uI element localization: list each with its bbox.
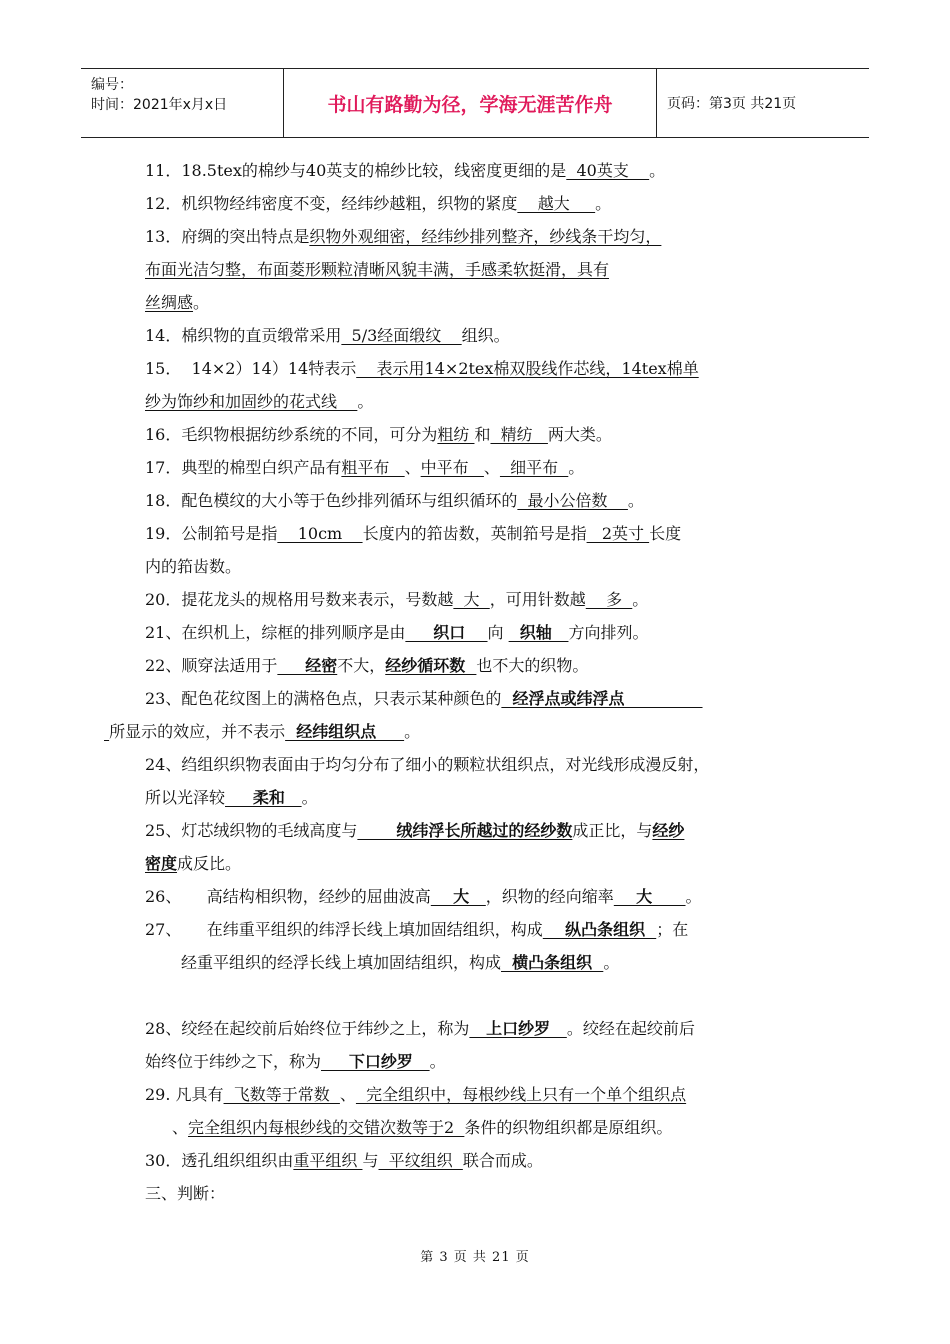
text-line [145,359,699,379]
answer-blank: 越大 [517,194,596,213]
document-time-label: 时间：2021年x月x日 [91,97,228,113]
answer-blank: 表示用14×2tex棉双股线作芯线，14tex棉单 [356,359,699,378]
text-line [145,557,241,577]
answer-blank: 横凸条组织 [501,953,604,972]
text-line [145,1052,446,1072]
text-segment: 两大类。 [547,425,612,444]
answer-blank: 上口纱罗 [469,1019,567,1038]
text-segment: 。 [568,458,585,477]
answer-blank: 下口纱罗 [321,1052,430,1071]
text-segment: 联合而成。 [462,1151,543,1170]
text-line [145,524,681,544]
text-segment: 30．透孔组织组织由 [145,1151,294,1170]
text-segment: 条件的织物组织都是原组织。 [464,1118,673,1137]
text-line [145,623,648,643]
answer-blank: 细平布 [499,458,569,477]
answer-blank: 重平组织 [293,1151,363,1170]
text-segment: 。 [429,1052,446,1071]
answer-blank: 飞数等于常数 [223,1085,340,1104]
text-segment: 15． 14×2）14）14特表示 [145,359,357,378]
answer-blank: 经纬组织点 [285,722,405,741]
text-segment: 。 [193,293,210,312]
answer-blank: 粗纺 [437,425,475,444]
text-segment: 。 [632,590,649,609]
text-segment: 、 [172,1118,189,1137]
answer-blank: 织轴 [508,623,569,642]
text-segment: 17．典型的棉型白织产品有 [145,458,342,477]
answer-blank: 平纹组织 [378,1151,463,1170]
answer-blank: 40英支 [566,161,650,180]
text-segment: 、 [404,458,421,477]
text-segment: 也不大的织物。 [476,656,589,675]
text-line [145,590,648,610]
answer-blank: 纵凸条组织 [542,920,657,939]
text-segment: 。 [301,788,318,807]
text-segment: 。 [404,722,421,741]
answer-blank: 丝绸感 [145,293,194,312]
answer-blank: 10cm [277,524,363,543]
answer-blank: 绒纬浮长所越过的经纱数 [357,821,573,840]
text-segment: 12．机织物经纬密度不变，经纬纱越粗，织物的紧度 [145,194,518,213]
text-segment: 。 [685,887,702,906]
text-segment: 16．毛织物根据纺纱系统的不同，可分为 [145,425,438,444]
text-line [145,1184,225,1204]
text-segment: 27、 在纬重平组织的纬浮长线上填加固结组织，构成 [145,920,543,939]
text-segment: 24、绉组织织物表面由于均匀分布了细小的颗粒状组织点，对光线形成漫反射， [145,755,710,774]
text-line [145,161,665,181]
answer-blank: 2英寸 [586,524,650,543]
text-segment: 13．府绸的突出特点是 [145,227,310,246]
text-line [145,425,612,445]
text-segment: 。 [603,953,620,972]
text-segment: 19．公制筘号是指 [145,524,278,543]
page-footer: 第 3 页 共 21 页 [420,1250,530,1265]
answer-blank: 密度 [145,854,178,873]
text-segment: 。 [649,161,666,180]
text-segment: 所显示的效应，并不表示 [109,722,286,741]
text-line [104,722,420,742]
header-left-cell [81,69,283,137]
answer-blank: 经密 [277,656,338,675]
text-segment: 28、绞经在起绞前后始终位于纬纱之上，称为 [145,1019,470,1038]
answer-blank: 中平布 [420,458,484,477]
text-segment: 成反比。 [177,854,242,873]
text-segment: 。 [627,491,644,510]
text-segment: 18．配色模纹的大小等于色纱排列循环与组织循环的 [145,491,518,510]
text-segment: 21、在织机上，综框的排列顺序是由 [145,623,406,642]
answer-blank: 经浮点或纬浮点 [501,689,703,708]
answer-blank: 大 [613,887,686,906]
answer-blank: 精纺 [490,425,548,444]
text-line [145,392,373,412]
answer-blank: 5/3经面缎纹 [341,326,462,345]
text-segment: 20．提花龙头的规格用号数来表示，号数越 [145,590,454,609]
text-segment: 。绞经在起绞前后 [566,1019,695,1038]
text-segment: 。 [595,194,612,213]
header-motto: 书山有路勤为径，学海无涯苦作舟 [283,69,657,137]
text-segment: 23、配色花纹图上的满格色点，只表示某种颜色的 [145,689,502,708]
text-segment: 与 [362,1151,379,1170]
answer-blank: 大 [453,590,490,609]
text-line [145,227,661,247]
text-segment: 26、 高结构相织物，经纱的屈曲波高 [145,887,431,906]
text-line [172,1118,672,1138]
answer-blank: 经纱循环数 [385,656,477,675]
text-segment: 长度 [649,524,682,543]
answer-blank: 经纱 [652,821,685,840]
text-line [145,920,688,940]
text-line [145,491,644,511]
text-line [145,1019,695,1039]
answer-blank: 布面光洁匀整，布面菱形颗粒清晰风貌丰满，手感柔软挺滑，具有 [145,260,610,279]
text-segment: 11．18.5tex的棉纱与40英支的棉纱比较，线密度更细的是 [145,161,567,180]
answer-blank: 织物外观细密，经纬纱排列整齐，纱线条干均匀， [309,227,662,246]
answer-blank: 粗平布 [341,458,405,477]
text-segment: 、 [339,1085,356,1104]
text-segment: 三、判断： [145,1184,226,1203]
text-line [145,458,584,478]
text-segment: 长度内的筘齿数，英制筘号是指 [362,524,587,543]
text-line [145,854,241,874]
answer-blank: 大 [430,887,486,906]
text-segment: 、 [483,458,500,477]
header-page-info: 页码：第3页 共21页 [667,96,797,112]
text-segment: 向 [487,623,509,642]
text-line [145,1151,543,1171]
text-segment: ，织物的经向缩率 [485,887,614,906]
answer-blank: 织口 [405,623,488,642]
text-segment: 方向排列。 [568,623,649,642]
text-line [145,656,588,676]
text-segment: ，可用针数越 [489,590,586,609]
answer-blank: 最小公倍数 [517,491,628,510]
text-line [145,194,611,214]
text-line [145,755,709,775]
text-segment: 组织。 [461,326,510,345]
text-segment: 14．棉织物的直贡缎常采用 [145,326,342,345]
text-segment: 。 [357,392,374,411]
text-line [145,689,703,709]
answer-blank: 完全组织中，每根纱线上只有一个单个组织点 [355,1085,687,1104]
text-segment: 始终位于纬纱之下，称为 [145,1052,322,1071]
text-segment: 内的筘齿数。 [145,557,242,576]
text-segment: 25、灯芯绒织物的毛绒高度与 [145,821,358,840]
answer-blank: 柔和 [225,788,302,807]
text-line [145,326,510,346]
document-number-label: 编号： [91,77,133,93]
text-segment: ；在 [656,920,689,939]
text-segment: 22、顺穿法适用于 [145,656,278,675]
text-segment: 所以光泽较 [145,788,226,807]
text-segment: 经重平组织的经浮长线上填加固结组织，构成 [181,953,502,972]
page-header [81,68,869,138]
text-line [145,1085,686,1105]
text-line [145,293,209,313]
text-line [145,260,609,280]
text-line [145,788,318,808]
answer-blank: 多 [585,590,633,609]
text-line [145,821,684,841]
text-segment: 和 [474,425,491,444]
answer-blank: 纱为饰纱和加固纱的花式线 [145,392,358,411]
text-line [181,953,619,973]
text-segment: 29. 凡具有 [145,1085,224,1104]
text-segment: 成正比，与 [572,821,653,840]
text-line [145,887,702,907]
answer-blank: 完全组织内每根纱线的交错次数等于2 [188,1118,465,1137]
text-segment: 不大， [337,656,386,675]
